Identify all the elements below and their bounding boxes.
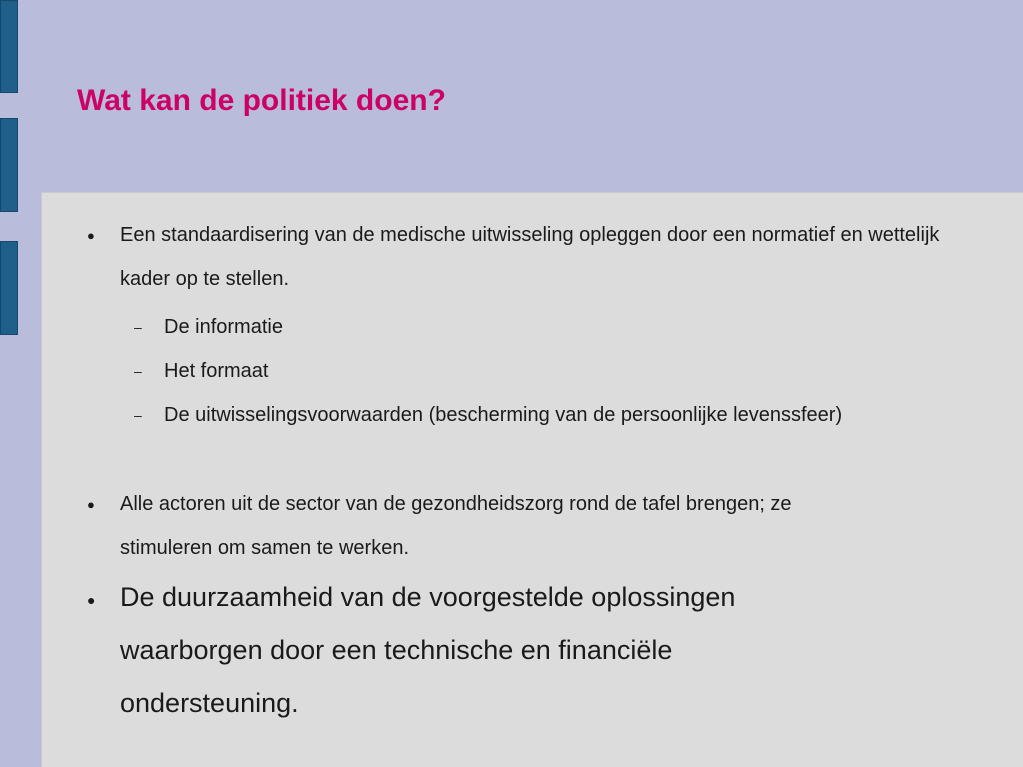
sub-item-text: Het formaat bbox=[164, 360, 269, 382]
bullet-icon: ● bbox=[87, 228, 95, 243]
side-decoration-bar bbox=[0, 0, 18, 93]
side-decoration-bar bbox=[0, 118, 18, 212]
content-panel bbox=[41, 192, 1023, 767]
sub-item-text: De informatie bbox=[164, 316, 283, 338]
bullet-icon: ● bbox=[87, 497, 95, 512]
sub-item bbox=[134, 393, 924, 437]
bullet-item bbox=[87, 482, 880, 570]
sub-item bbox=[134, 349, 944, 393]
side-decoration-bar bbox=[0, 241, 18, 335]
sub-item-text: De uitwisselingsvoorwaarden (bescherming van de persoonlijke levenssfeer) bbox=[164, 404, 843, 426]
sub-item bbox=[134, 305, 944, 349]
dash-icon: – bbox=[134, 407, 142, 423]
bullet-text: Een standaardisering van de medische uitwisseling opleggen door een normatief en wettelijk kader op te stellen. bbox=[120, 224, 940, 290]
bullet-text: Alle actoren uit de sector van de gezondheidszorg rond de tafel brengen; ze stimuleren om samen te werken. bbox=[120, 493, 792, 559]
bullet-item bbox=[87, 213, 960, 301]
bullet-text: De duurzaamheid van de voorgestelde oplossingen waarborgen door een technische en financiële ondersteuning. bbox=[120, 582, 736, 718]
bullet-icon: ● bbox=[87, 592, 96, 608]
dash-icon: – bbox=[134, 319, 142, 335]
dash-icon: – bbox=[134, 363, 142, 379]
slide-title: Wat kan de politiek doen? bbox=[77, 84, 446, 117]
bullet-item bbox=[87, 571, 840, 730]
